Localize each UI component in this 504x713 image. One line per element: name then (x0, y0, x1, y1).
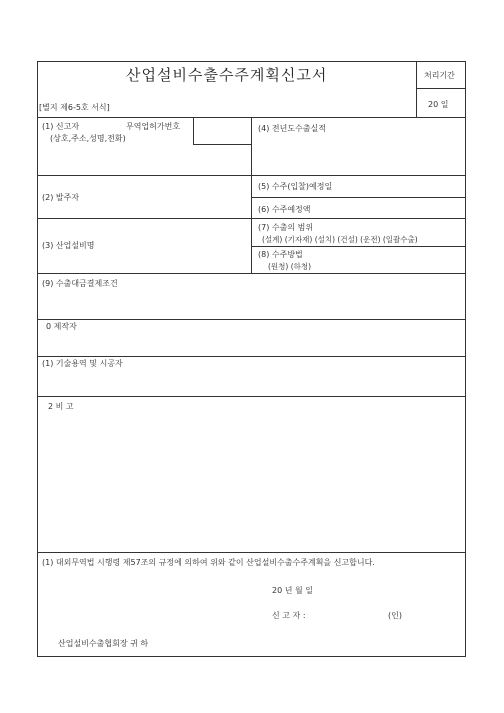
declaration-date-line: 20 년 월 일 (272, 586, 313, 595)
section3-bottom-line (37, 273, 466, 274)
order-amount-label: (6) 수주예정액 (258, 205, 311, 214)
frame-right (465, 61, 466, 657)
declarer-label: 신 고 자 : (272, 611, 306, 620)
manufacturer-label: 0 제작자 (46, 322, 77, 331)
processing-period-label: 처리기간 (424, 71, 455, 80)
export-scope-options: (설계) (기자재) (설치) (건설) (운전) (일괄수출) (262, 235, 418, 244)
order-date-label: (5) 수주(입찰)예정일 (258, 182, 333, 191)
license-box-left (193, 117, 194, 145)
frame-left (37, 61, 38, 657)
plant-name-label: (3) 산업설비명 (42, 241, 95, 250)
applicant-sub-label: (상호,주소,성명,전화) (50, 134, 126, 143)
section1-bottom-line (37, 175, 466, 176)
declaration-text: (1) 대외무역법 시행령 제57조의 규정에 의하여 위와 같이 산업설비수출수주계획을 신고합니다. (42, 558, 375, 567)
section4-bottom-line (37, 319, 466, 320)
frame-top (37, 61, 466, 62)
trade-license-label: 무역업허가번호 (126, 122, 181, 131)
orderer-label: (2) 발주자 (42, 193, 80, 202)
addressee-line: 산업설비수출협회장 귀 하 (58, 639, 149, 648)
payment-terms-label: (9) 수출대금결제조건 (42, 279, 118, 288)
section5-bottom-line (37, 356, 466, 357)
order-date-divider (251, 197, 466, 198)
processing-row-divider (416, 88, 465, 89)
export-scope-label: (7) 수출의 범위 (258, 223, 314, 232)
order-method-label: (8) 수주방법 (258, 250, 303, 259)
applicant-label: (1) 신고자 (42, 122, 80, 131)
form-title: 산업설비수출수주계획신고서 (126, 66, 328, 84)
section6-bottom-line (37, 396, 466, 397)
prev-year-export-label: (4) 전년도수출실적 (258, 124, 326, 133)
processing-period-value: 20 일 (428, 100, 449, 109)
export-scope-divider (251, 246, 466, 247)
tech-service-label: (1) 기술용역 및 시공자 (42, 359, 123, 368)
seal-label: (인) (388, 611, 402, 620)
frame-bottom (37, 656, 466, 657)
remarks-label: 2 비 고 (48, 402, 74, 411)
order-method-options: (원청) (하청) (268, 262, 312, 271)
section7-bottom-line (37, 552, 466, 553)
processing-divider (416, 61, 417, 118)
form-number: [별지 제6-5호 서식] (39, 103, 110, 112)
license-box-bottom (193, 144, 251, 145)
